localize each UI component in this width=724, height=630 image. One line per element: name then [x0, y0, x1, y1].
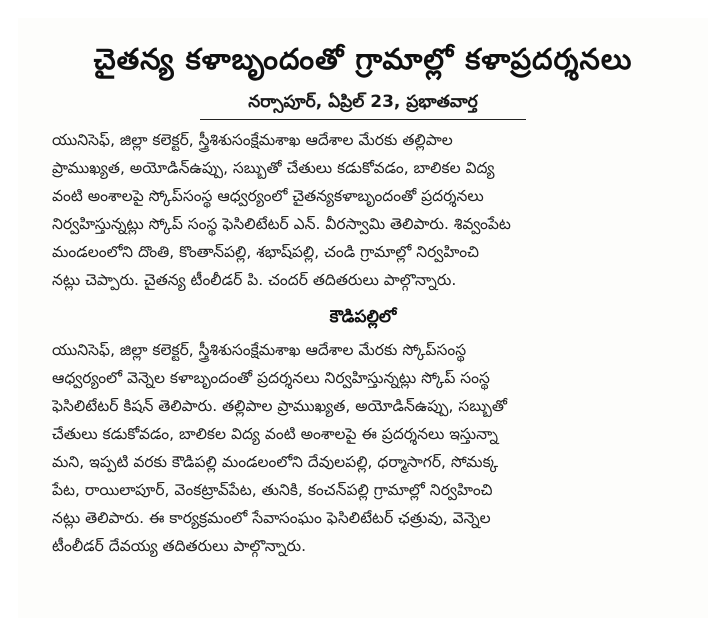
paragraph-line: నట్లు చెప్పారు. చైతన్య టీంలీడర్ పి. చందర్ తదితరులు పాల్గొన్నారు.: [52, 271, 457, 289]
paragraph-line: నట్లు తెలిపారు. ఈ కార్యక్రమంలో సేవాసంఘం ఫెసిలిటేటర్ ఛత్రువు, వెన్నెల: [52, 509, 491, 527]
article-paragraph-1: [52, 126, 692, 294]
article-headline: చైతన్య కళాబృందంతో గ్రామాల్లో కళాప్రదర్శనలు: [93, 42, 633, 76]
paragraph-line: యునిసెఫ్, జిల్లా కలెక్టర్, స్త్రీశిశుసంక్షేమశాఖ ఆదేశాల మేరకు తల్లిపాల: [52, 131, 453, 149]
paragraph-line: పేట, రాయిలాపూర్, వెంకట్రావ్‌పేట, తునికి, కంచన్‌పల్లి గ్రామాల్లో నిర్వహించి: [52, 481, 493, 499]
article-dateline: నర్సాపూర్, ఏప్రిల్ 23, ప్రభాతవార్త: [248, 92, 478, 112]
paragraph-line: టీంలీడర్ దేవయ్య తదితరులు పాల్గొన్నారు.: [52, 537, 307, 555]
paragraph-line: చేతులు కడుకోవడం, బాలికల విద్య వంటి అంశాలపై ఈ ప్రదర్శనలు ఇస్తున్నా: [52, 425, 498, 443]
article-subhead: కౌడిపల్లిలో: [329, 307, 397, 327]
paragraph-line: మండలంలోని దొంతి, కొంతాన్‌పల్లి, శభాష్‌పల్లి, చండి గ్రామాల్లో నిర్వహించి: [52, 243, 479, 261]
article-paragraph-2: [52, 336, 692, 560]
paragraph-line: నిర్వహిస్తున్నట్లు స్కోప్ సంస్థ ఫెసిలిటేటర్ ఎన్. వీరస్వామి తెలిపారు. శివ్వంపేట: [52, 215, 511, 233]
paragraph-line: మని, ఇప్పటి వరకు కౌడిపల్లి మండలంలోని దేవులపల్లి, ధర్మాసాగర్, సోమక్క: [52, 453, 499, 471]
paragraph-line: యునిసెఫ్, జిల్లా కలెక్టర్, స్త్రీశిశుసంక్షేమశాఖ ఆదేశాల మేరకు స్కోప్‌సంస్థ: [52, 341, 467, 359]
dateline-underline: [200, 119, 526, 120]
paragraph-line: ఆధ్వర్యంలో వెన్నెల కళాబృందంతో ప్రదర్శనలు నిర్వహిస్తున్నట్లు స్కోప్ సంస్థ: [52, 369, 490, 387]
paragraph-line: వంటి అంశాలపై స్కోప్‌సంస్థ ఆధ్వర్యంలో చైతన్యకళాబృందంతో ప్రదర్శనలు: [52, 187, 484, 205]
paragraph-line: ప్రాముఖ్యత, అయోడిన్‌ఉప్పు, సబ్బుతో చేతులు కడుకోవడం, బాలికల విద్య: [52, 159, 495, 177]
newspaper-clipping: [18, 18, 708, 618]
paragraph-line: ఫెసిలిటేటర్ కిషన్ తెలిపారు. తల్లిపాల ప్రాముఖ్యత, అయోడిన్‌ఉప్పు, సబ్బుతో: [52, 397, 508, 415]
